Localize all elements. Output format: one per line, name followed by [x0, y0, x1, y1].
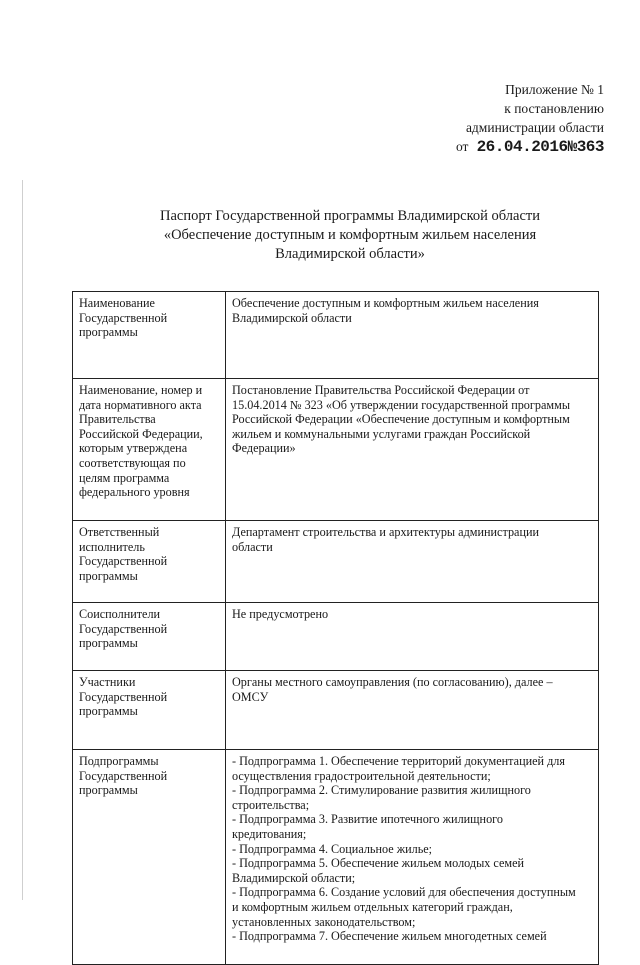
table-row	[73, 671, 599, 750]
table-row	[73, 521, 599, 603]
appendix-date-line	[384, 137, 604, 158]
label-line: Государственной	[79, 621, 168, 636]
label-line: целям программа	[79, 470, 170, 485]
value-line: и комфортным жильем отдельных категорий граждан,	[232, 899, 513, 914]
label-line: исполнитель	[79, 539, 145, 554]
scan-edge-line	[22, 180, 23, 900]
passport-table	[72, 291, 599, 965]
table-row	[73, 379, 599, 521]
label-line: Подпрограммы	[79, 754, 159, 768]
date-number: 26.04.2016№363	[476, 138, 604, 156]
table-row	[73, 603, 599, 671]
value-line: Российской Федерации «Обеспечение доступным и комфортным	[232, 412, 570, 427]
value-line: - Подпрограмма 6. Создание условий для обеспечения доступным	[232, 885, 576, 900]
label-line: Ответственный	[79, 525, 160, 539]
label-line: Государственной	[79, 768, 168, 783]
value-line: Не предусмотрено	[232, 607, 329, 621]
value-line: Постановление Правительства Российской Федерации от	[232, 383, 530, 397]
label-line: Правительства	[79, 412, 156, 427]
value-line: - Подпрограмма 7. Обеспечение жильем многодетных семей	[232, 929, 547, 944]
label-line: Государственной	[79, 310, 168, 325]
row-value-cell	[226, 603, 599, 671]
label-line: которым утверждена	[79, 441, 188, 456]
value-line: осуществления градостроительной деятельности;	[232, 768, 491, 783]
table-row	[73, 292, 599, 379]
value-line: области	[232, 539, 273, 554]
value-line: - Подпрограмма 2. Стимулирование развития жилищного	[232, 783, 531, 798]
appendix-number: Приложение № 1	[505, 82, 604, 97]
label-line: программы	[79, 636, 138, 651]
value-line: Владимирской области;	[232, 870, 356, 885]
row-label-cell	[73, 292, 226, 379]
row-value-cell	[226, 521, 599, 603]
table-row	[73, 750, 599, 965]
row-label-cell	[73, 750, 226, 965]
value-line: Обеспечение доступным и комфортным жильем населения	[232, 296, 539, 310]
document-title	[70, 207, 630, 264]
title-line-3: Владимирской области»	[275, 246, 425, 262]
label-line: программы	[79, 568, 138, 583]
value-line: установленных законодательством;	[232, 914, 416, 929]
value-line: - Подпрограмма 5. Обеспечение жильем молодых семей	[232, 856, 525, 871]
value-line: Органы местного самоуправления (по согласованию), далее –	[232, 675, 553, 689]
row-value-cell	[226, 292, 599, 379]
row-value-cell	[226, 379, 599, 521]
row-value-cell	[226, 750, 599, 965]
value-line: - Подпрограмма 3. Развитие ипотечного жилищного	[232, 812, 503, 827]
value-line: Федерации»	[232, 441, 296, 456]
appendix-header	[384, 80, 604, 158]
date-prefix: от	[455, 139, 469, 154]
title-line-1: Паспорт Государственной программы Владимирской области	[160, 208, 540, 224]
appendix-authority: администрации области	[465, 120, 604, 135]
value-line: кредитования;	[232, 826, 307, 841]
label-line: Соисполнители	[79, 607, 161, 621]
appendix-ref: к постановлению	[504, 101, 604, 116]
row-label-cell	[73, 603, 226, 671]
label-line: программы	[79, 325, 138, 340]
label-line: соответствующая по	[79, 455, 186, 470]
label-line: Государственной	[79, 554, 168, 569]
row-label-cell	[73, 671, 226, 750]
label-line: Государственной	[79, 689, 168, 704]
value-line: - Подпрограмма 1. Обеспечение территорий документацией для	[232, 754, 565, 768]
label-line: Наименование	[79, 296, 155, 310]
value-line: Департамент строительства и архитектуры администрации	[232, 525, 540, 539]
value-line: 15.04.2014 № 323 «Об утверждении государственной программы	[232, 397, 571, 412]
row-label-cell	[73, 521, 226, 603]
label-line: программы	[79, 783, 138, 798]
row-label-cell	[73, 379, 226, 521]
label-line: Российской Федерации,	[79, 426, 203, 441]
value-line: - Подпрограмма 4. Социальное жилье;	[232, 841, 433, 856]
row-value-cell	[226, 671, 599, 750]
value-line: строительства;	[232, 797, 310, 812]
value-line: жильем и коммунальными услугами граждан Российской	[232, 426, 531, 441]
title-line-2: «Обеспечение доступным и комфортным жильем населения	[163, 227, 537, 243]
label-line: дата нормативного акта	[79, 397, 202, 412]
label-line: Наименование, номер и	[79, 383, 203, 397]
value-line: ОМСУ	[232, 689, 269, 704]
value-line: Владимирской области	[232, 310, 352, 325]
label-line: программы	[79, 704, 138, 719]
label-line: Участники	[79, 675, 136, 689]
label-line: федерального уровня	[79, 485, 190, 500]
